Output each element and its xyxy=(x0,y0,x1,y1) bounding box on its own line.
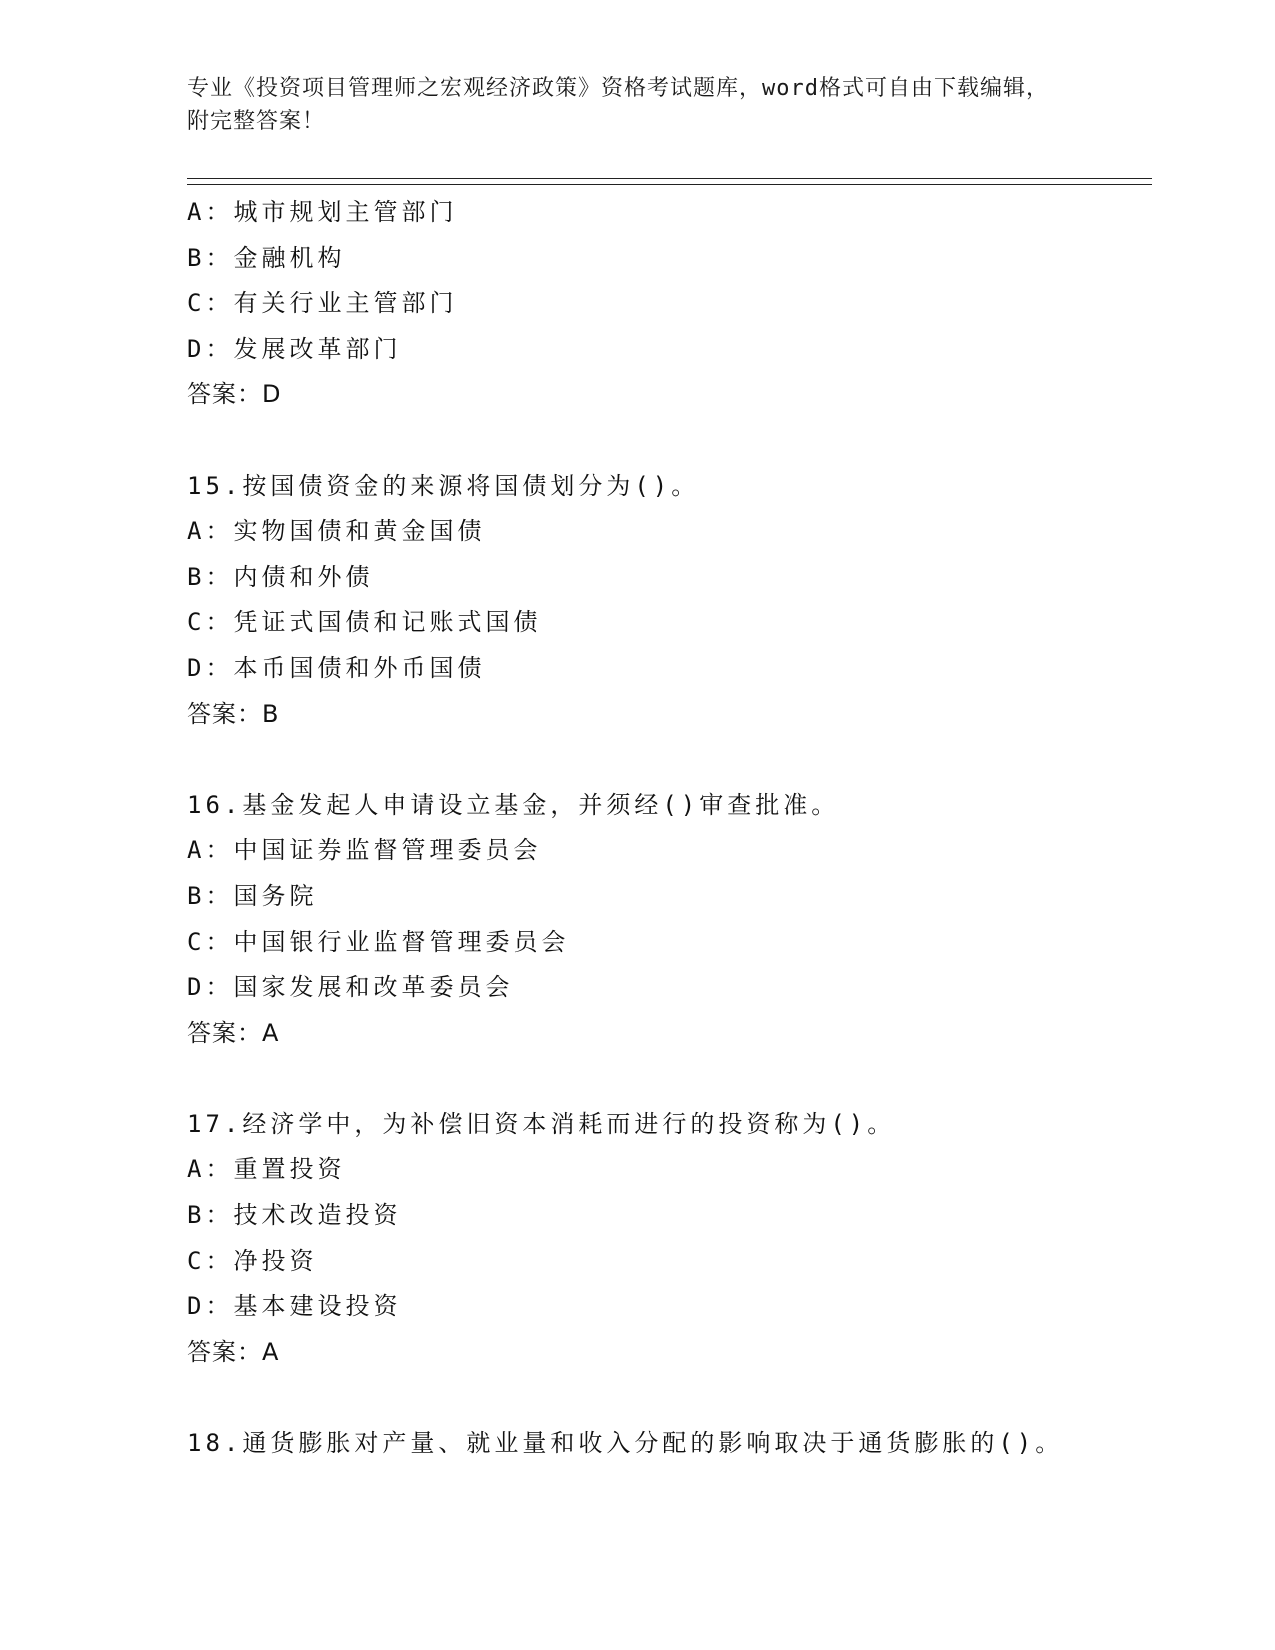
option-text: 中国证券监督管理委员会 xyxy=(233,836,542,865)
option-text: 国务院 xyxy=(233,881,318,910)
option-letter: D： xyxy=(187,334,234,363)
option-c xyxy=(187,920,1147,966)
option-letter: C： xyxy=(187,608,234,637)
option-text: 国家发展和改革委员会 xyxy=(233,973,514,1002)
question-block-16 xyxy=(187,783,1147,1057)
answer-line: 答案：B xyxy=(187,699,280,728)
option-d xyxy=(187,965,1147,1011)
option-letter: C： xyxy=(187,927,234,956)
question-stem: 15.按国债资金的来源将国债划分为()。 xyxy=(187,471,700,500)
question-block-18 xyxy=(187,1421,1147,1467)
option-a xyxy=(187,828,1147,874)
option-text: 本币国债和外币国债 xyxy=(233,653,486,682)
option-text: 实物国债和黄金国债 xyxy=(233,517,486,546)
question-stem: 17.经济学中，为补偿旧资本消耗而进行的投资称为()。 xyxy=(187,1109,896,1138)
spacer xyxy=(187,1375,1147,1421)
header-divider xyxy=(187,178,1152,185)
option-b xyxy=(187,874,1147,920)
option-c xyxy=(187,600,1147,646)
option-letter: A： xyxy=(187,1155,234,1184)
question-stem: 18.通货膨胀对产量、就业量和收入分配的影响取决于通货膨胀的()。 xyxy=(187,1429,1064,1458)
option-letter: A： xyxy=(187,836,234,865)
question-list xyxy=(187,190,1147,1467)
option-b xyxy=(187,555,1147,601)
option-a xyxy=(187,190,1147,236)
option-text: 金融机构 xyxy=(233,243,346,272)
question-block-15 xyxy=(187,464,1147,738)
option-letter: B： xyxy=(187,243,234,272)
option-text: 城市规划主管部门 xyxy=(233,198,458,226)
option-text: 凭证式国债和记账式国债 xyxy=(233,608,542,637)
option-letter: A： xyxy=(187,198,234,226)
option-text: 净投资 xyxy=(233,1246,318,1275)
option-letter: C： xyxy=(187,289,234,318)
option-a xyxy=(187,509,1147,555)
page-header: 专业《投资项目管理师之宏观经济政策》资格考试题库，word格式可自由下载编辑，附完整答案！ xyxy=(187,76,1049,134)
answer-line: 答案：D xyxy=(187,380,282,409)
option-c xyxy=(187,1239,1147,1285)
option-letter: D： xyxy=(187,1292,234,1321)
option-text: 发展改革部门 xyxy=(233,334,402,363)
option-b xyxy=(187,1193,1147,1239)
option-text: 技术改造投资 xyxy=(233,1201,402,1230)
option-letter: C： xyxy=(187,1246,234,1275)
option-d xyxy=(187,646,1147,692)
answer-line: 答案：A xyxy=(187,1018,280,1047)
option-letter: A： xyxy=(187,517,234,546)
answer-line: 答案：A xyxy=(187,1337,280,1366)
option-letter: B： xyxy=(187,1201,234,1230)
option-text: 基本建设投资 xyxy=(233,1292,402,1321)
option-text: 有关行业主管部门 xyxy=(233,289,458,318)
option-letter: B： xyxy=(187,562,234,591)
spacer xyxy=(187,418,1147,464)
question-block-17 xyxy=(187,1102,1147,1376)
option-letter: D： xyxy=(187,653,234,682)
question-block-14 xyxy=(187,190,1147,418)
option-text: 重置投资 xyxy=(233,1155,346,1184)
option-text: 中国银行业监督管理委员会 xyxy=(233,927,570,956)
option-letter: B： xyxy=(187,881,234,910)
spacer xyxy=(187,1056,1147,1102)
spacer xyxy=(187,737,1147,783)
option-text: 内债和外债 xyxy=(233,562,374,591)
option-a xyxy=(187,1147,1147,1193)
option-d xyxy=(187,327,1147,373)
option-c xyxy=(187,281,1147,327)
question-stem: 16.基金发起人申请设立基金，并须经()审查批准。 xyxy=(187,790,840,819)
option-letter: D： xyxy=(187,973,234,1002)
option-d xyxy=(187,1284,1147,1330)
option-b xyxy=(187,236,1147,282)
